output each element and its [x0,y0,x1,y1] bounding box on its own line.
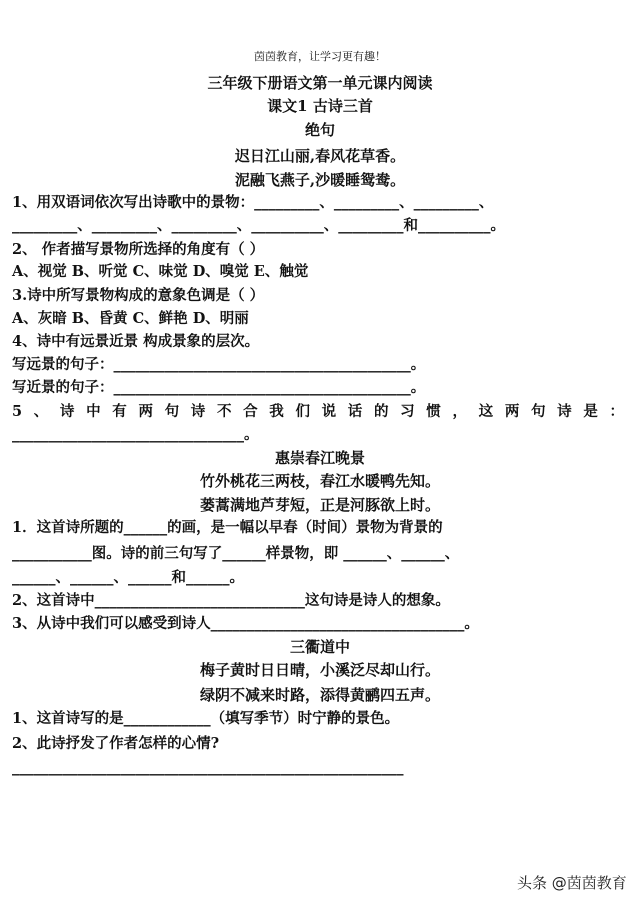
lesson-title: 课文1 古诗三首 [267,97,373,115]
poem-line: 泥融飞燕子,沙暖睡鸳鸯。 [234,171,406,189]
poem-line: 蒌蒿满地芦芽短，正是河豚欲上时。 [199,496,440,514]
question: 1、用双语词依次写出诗歌中的景物：_________、_________、_________、 [12,194,494,211]
question: 1．这首诗所题的______的画，是一幅以早春（时间）景物为背景的 [12,519,443,536]
poem-title: 惠崇春江晚景 [274,449,365,467]
tagline: 茵茵教育，让学习更有趣！ [254,50,386,63]
poem-line: 绿阴不减来时路，添得黄鹂四五声。 [199,686,440,704]
poem-line: 竹外桃花三两枝，春江水暖鸭先知。 [199,472,440,490]
question-blanks: ___________图。诗的前三句写了______样景物，即 ______、______、 [12,545,460,562]
question: 3.诗中所写景物构成的意象色调是（ ） [12,287,265,304]
question: 5、诗中有两句诗不合我们说话的习惯，这两句诗是： [12,403,624,420]
poem-line: 迟日江山丽,春风花草香。 [234,147,406,165]
poem-line: 梅子黄时日日晴，小溪泛尽却山行。 [199,661,440,679]
question: 1、这首诗写的是____________（填写季节）时宁静的景色。 [12,710,400,727]
question: 3、从诗中我们可以感受到诗人___________________________________。 [12,615,479,632]
answer-line: ______________________________________________________ [12,759,404,776]
worksheet-title: 三年级下册语文第一单元课内阅读 [207,74,433,92]
question-blanks: _________、_________、_________、__________、_________和__________。 [12,217,505,234]
answer-options: A、视觉 B、听觉 C、味觉 D、嗅觉 E、触觉 [12,263,309,280]
question: 4、诗中有远景近景 构成景象的层次。 [12,333,260,350]
watermark: 头条 @茵茵教育 [517,874,627,892]
question: 2、这首诗中_____________________________这句诗是诗人的想象。 [12,592,450,609]
answer-line: ________________________________。 [12,426,259,443]
answer-line: 写远景的句子：_________________________________________。 [12,356,426,373]
poem-title: 三衢道中 [289,638,350,656]
answer-options: A、灰暗 B、昏黄 C、鲜艳 D、明丽 [12,310,249,327]
answer-line: 写近景的句子：_________________________________________。 [12,379,426,396]
question: 2、 作者描写景物所选择的角度有（ ） [12,241,265,258]
question: 2、此诗抒发了作者怎样的心情? [12,735,220,752]
poem-title: 绝句 [304,121,335,139]
question-blanks: ______、______、______和______。 [12,569,244,586]
